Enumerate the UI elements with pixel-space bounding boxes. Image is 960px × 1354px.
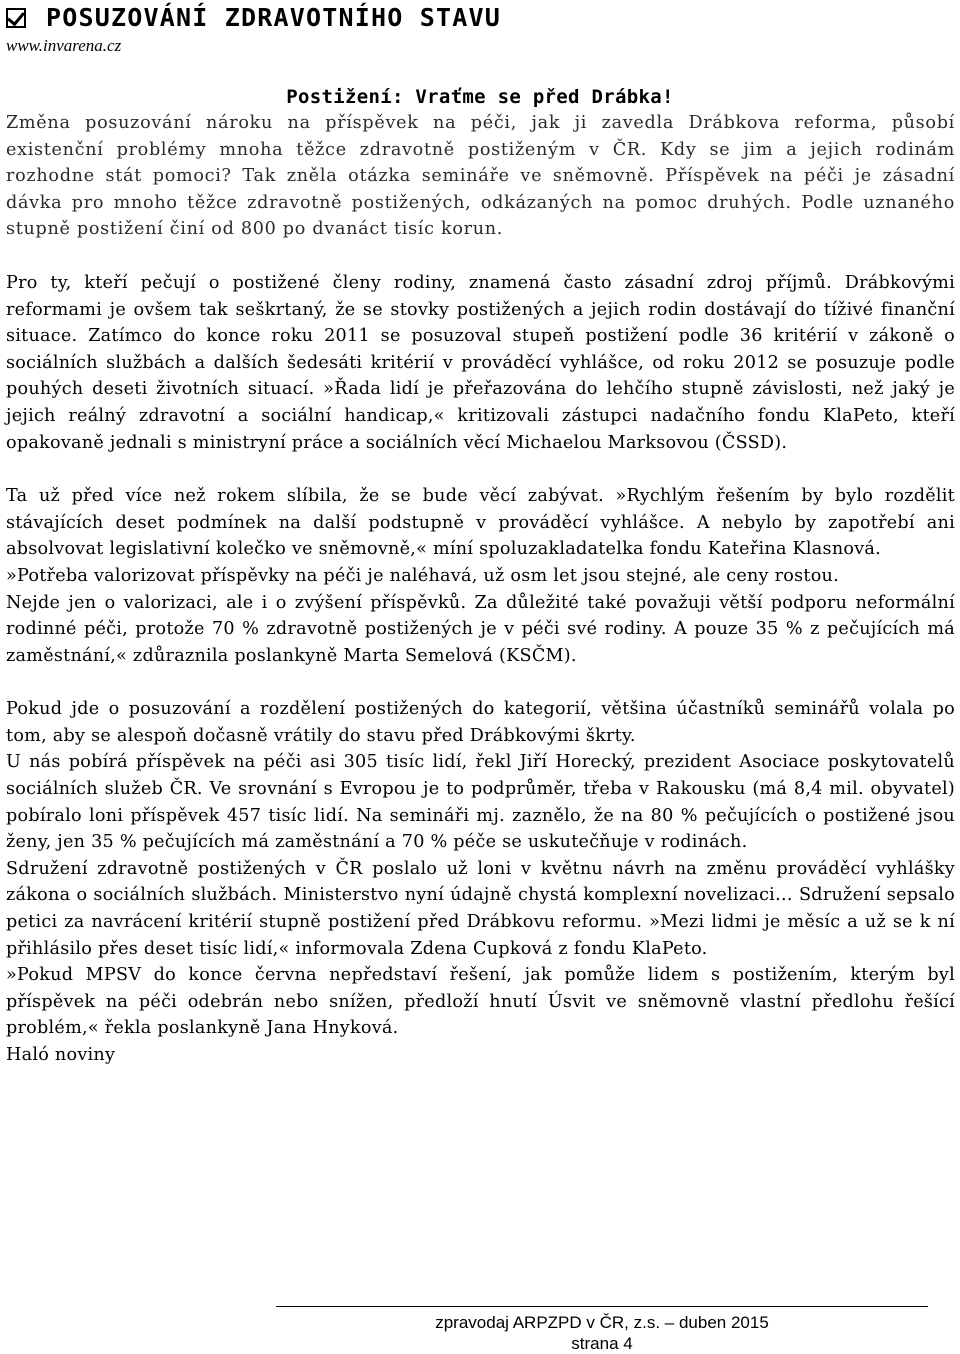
paragraph-intro: Změna posuzování nároku na příspěvek na péči, jak ji zavedla Drábkova reforma, působí existenční problémy mnoha těžce zdravotně postiženým v ČR. Kdy se jim a jejich rodinám rozhodne stát pomoci? Tak zněla otázka semináře ve sněmovně. Příspěvek na péči je zásadní dávka pro mnoho těžce zdravotně postižených, odkázaných na pomoc druhých. Podle uznaného stupně postižení činí od 800 po dvanáct tisíc korun.	[6, 113, 955, 240]
article-body	[6, 110, 955, 1069]
paragraph-petition: Sdružení zdravotně postižených v ČR poslalo už loni v květnu návrh na změnu prováděcí vyhlášky zákona o sociálních službách. Ministerstvo nyní údajně chystá komplexní novelizaci… Sdružení sepsalo petici za navrácení kritérií stupně postižení před Drábkovu reformu. »Mezi lidmi je měsíc a už se k ní přihlásilo přes deset tisíc lidí,« informovala Zdena Cupková z fondu KlaPeto.	[6, 858, 955, 959]
paragraph-usvit: »Pokud MPSV do konce června nepředstaví řešení, jak pomůže lidem s postižením, kterým byl příspěvek na péči odebrán nebo snížen, předloží hnutí Úsvit ve sněmovně vlastní předlohu řešící problém,« řekla poslankyně Jana Hnyková.	[6, 965, 955, 1039]
website-url: www.invarena.cz	[6, 36, 122, 55]
paragraph-minister: Ta už před více než rokem slíbila, že se bude věcí zabývat. »Rychlým řešením by bylo rozdělit stávajících deset podmínek na další podstupně v prováděcí vyhlášce. A nebylo by zapotřebí ani absolvovat legislativní kolečko ve sněmovně,« míní spoluzakladatelka fondu Kateřina Klasnová.	[6, 486, 955, 560]
paragraph-support: Nejde jen o valorizaci, ale i o zvýšení příspěvků. Za důležité také považuji větší podporu neformální rodinné péči, protože 70 % zdravotně postižených je v péči své rodiny. A pouze 35 % z pečujících má zaměstnání,« zdůraznila poslankyně Marta Semelová (KSČM).	[6, 592, 955, 666]
footer-page-number: strana 4	[571, 1334, 633, 1353]
paragraph-horecky: U nás pobírá příspěvek na péči asi 305 tisíc lidí, řekl Jiří Horecký, prezident Asociace poskytovatelů sociálních služeb ČR. Ve srovnání s Evropou je to podprůměr, třeba v Rakousku (má 8,4 mil. obyvatel) pobíralo loni příspěvek 457 tisíc lidí. Na semináři mj. zaznělo, že na 80 % pečujících o postižené jsou ženy, jen 35 % pečujících má zaměstnání a 70 % péče se uskutečňuje v rodinách.	[6, 752, 955, 853]
section-title: POSUZOVÁNÍ ZDRAVOTNÍHO STAVU	[46, 2, 502, 32]
paragraph-caregivers: Pro ty, kteří pečují o postižené členy rodiny, znamená často zásadní zdroj příjmů. Drábkovými reformami je ovšem tak seškrtaný, že se stovky postižených a jejich rodin dostávají do tíživé finanční situace. Zatímco do konce roku 2011 se posuzoval stupeň postižení podle 36 kritérií v zákoně o sociálních službách a dalších šedesáti kritérií v prováděcí vyhlášce, od roku 2012 se posuzuje podle pouhých deseti životních situací. »Řada lidí je přeřazována do lehčího stupně závislosti, než jaký je jejich reálný zdravotní a sociální handicap,« kritizovali zástupci nadačního fondu KlaPeto, kteří opakovaně jednali s ministryní práce a sociálních věcí Michaelou Marksovou (ČSSD).	[6, 272, 955, 453]
footer-divider	[276, 1306, 928, 1307]
checkbox-icon	[6, 8, 26, 28]
footer-source: zpravodaj ARPZPD v ČR, z.s. – duben 2015	[435, 1313, 769, 1332]
article-title: Postižení: Vraťme se před Drábka!	[286, 86, 674, 108]
paragraph-valorization: »Potřeba valorizovat příspěvky na péči je naléhavá, už osm let jsou stejné, ale ceny rostou.	[6, 565, 839, 586]
paragraph-categories: Pokud jde o posuzování a rozdělení postižených do kategorií, většina účastníků seminářů volala po tom, aby se alespoň dočasně vrátily do stavu před Drábkovými škrty.	[6, 699, 955, 746]
article-source: Haló noviny	[6, 1045, 116, 1065]
section-header	[6, 2, 501, 32]
